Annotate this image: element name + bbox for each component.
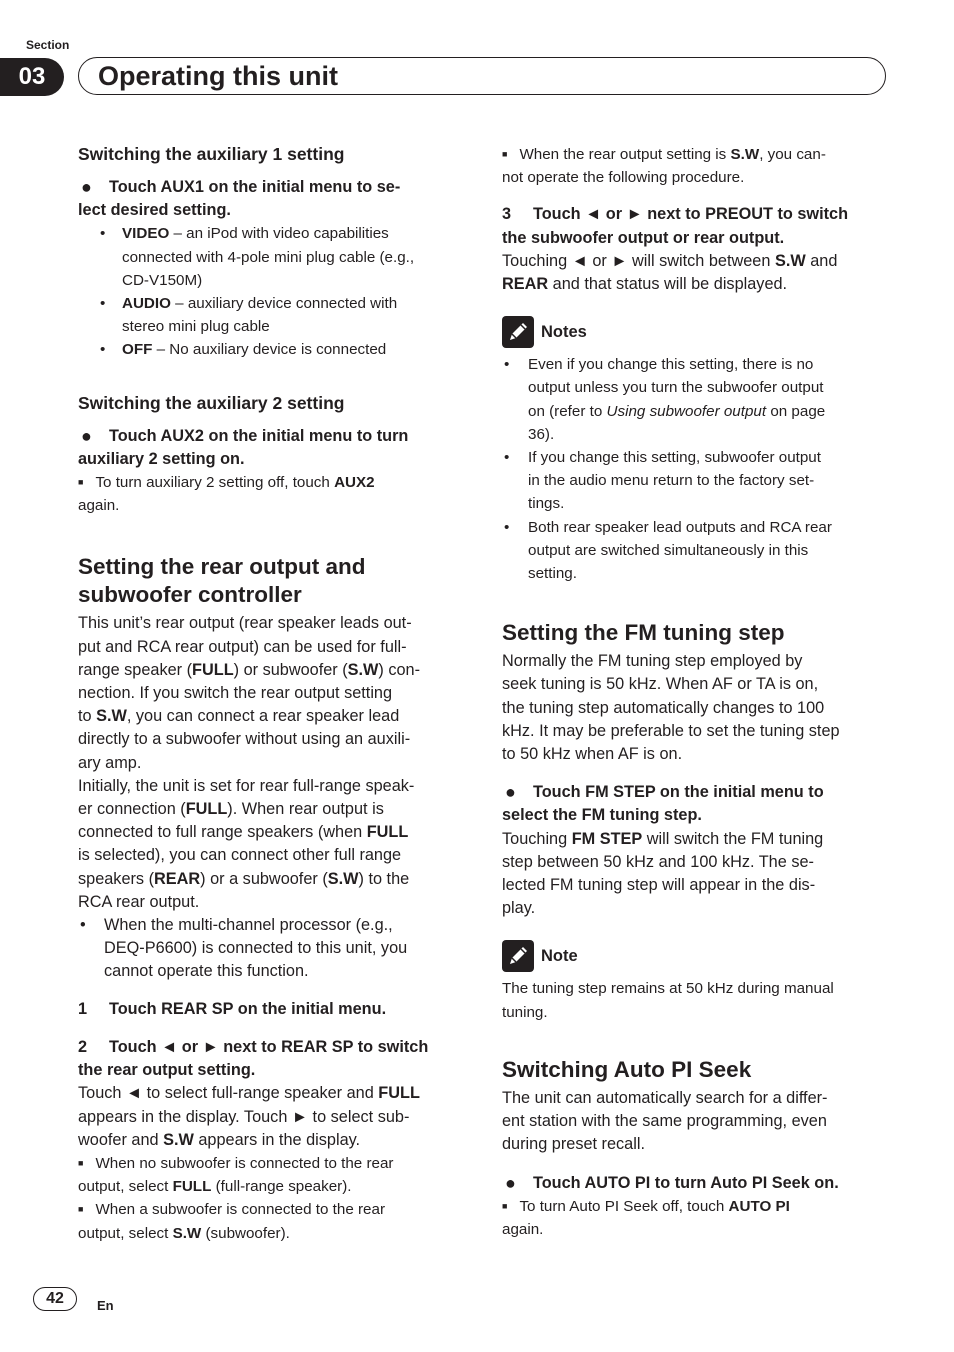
square-bullet-icon: ■ xyxy=(78,1204,84,1215)
step-bullet-icon: ● xyxy=(81,425,92,446)
step-bullet-icon: ● xyxy=(505,1172,516,1193)
note-text: The tuning step remains at 50 kHz during manual tuning. xyxy=(502,980,834,1021)
square-bullet-icon: ■ xyxy=(78,477,84,488)
step-3-body: Touching ◄ or ► will switch between S.W and REAR and that status will be displayed. xyxy=(502,251,838,294)
notes-label: Notes xyxy=(541,322,587,341)
list-item: • OFF – No auxiliary device is connected xyxy=(100,341,387,359)
fm-step-body: Touching FM STEP will switch the FM tuning step between 50 kHz and 100 kHz. The se- lected FM tuning step will appear in the dis- play. xyxy=(502,829,824,918)
aux2-step: ● Touch AUX2 on the initial menu to turn xyxy=(78,425,468,448)
list-item: • AUDIO – auxiliary device connected with stereo mini plug cable xyxy=(100,295,398,336)
notes-list xyxy=(502,353,892,585)
step-1: 1 Touch REAR SP on the initial menu. xyxy=(78,999,387,1018)
language-label: En xyxy=(97,1298,114,1313)
list-item: • Even if you change this setting, there is no output unless you turn the subwoofer output on (refer to Using subwoofer output on page 36). xyxy=(504,356,826,443)
list-item: • When the multi-channel processor (e.g., DEQ-P6600) is connected to this unit, you cannot operate this function. xyxy=(80,916,408,981)
section-number-badge: 03 xyxy=(0,58,64,96)
list-item: • Both rear speaker lead outputs and RCA rear output are switched simultaneously in this setting. xyxy=(504,518,832,583)
pencil-note-icon xyxy=(502,940,534,972)
list-item: • If you change this setting, subwoofer output in the audio menu return to the factory set- tings. xyxy=(504,449,821,513)
aux2-note: ■ To turn auxiliary 2 setting off, touch AUX2 again. xyxy=(78,474,375,515)
pencil-note-icon xyxy=(502,316,534,348)
aux2-heading: Switching the auxiliary 2 setting xyxy=(78,392,345,413)
step-bullet-icon: ● xyxy=(505,782,516,803)
fm-step-heading: Setting the FM tuning step xyxy=(502,620,785,646)
square-bullet-icon: ■ xyxy=(502,149,508,159)
step-3: 3 Touch ◄ or ► next to PREOUT to switch the subwoofer output or rear output. xyxy=(502,205,849,247)
aux1-options-list xyxy=(78,222,468,361)
note-header xyxy=(502,940,892,972)
left-column: Switching the auxiliary 1 setting ● Touch AUX1 on the initial menu to se- lect desired setting. • VIDEO – an iPod with video capabilities connected with 4-pole mini plug cable (e.g., CD-V150M) • AUDIO – auxiliary device connected with stereo mini plug cable • OFF – No auxiliary device is connected Switching the auxiliary 2 setting ● Touch AUX2 on the initial menu to turn auxiliary 2 setting on. ■ To turn auxiliary 2 setting off, touch AUX2 again. Setting the rear output and subwoofer controller This unit’s rear output (rear speaker leads out- put and RCA rear output) can be used for full- range speaker (FULL) or subwoofer (S.W) con- nection. If you switch the rear output setting to S.W, you can connect a rear speaker lead directly to a subwoofer without using an auxili- ary amp. Initially, the unit is set for rear full-range speak- er connection (FULL). When rear output is connected to full range speakers (when FULL is selected), you can connect other full range speakers (REAR) or a subwoofer (S.W) to the RCA rear output. • When the multi-channel processor (e.g., DEQ-P6600) is connected to this unit, you cannot operate this function. 1 Touch REAR SP on the initial menu. 2 Touch ◄ or ► next to REAR SP to switch the rear output setting. Touch ◄ to select full-range speaker and FULL appears in the display. Touch ► to select sub- woofer and S.W appears in the display. ■ When no subwoofer is connected to the rear output, select FULL (full-range speaker). ■ When a subwoofer is connected to the rear output, select S.W (subwoofer). xyxy=(78,143,468,1245)
page-title: Operating this unit xyxy=(98,61,338,91)
page-number: 42 xyxy=(33,1287,77,1311)
fm-step-paragraph: Normally the FM tuning step employed by seek tuning is 50 kHz. When AF or TA is on, the tuning step automatically changes to 100 kHz. It may be preferable to set the tuning step to 50 kHz when AF is on. xyxy=(502,652,840,764)
auto-pi-heading: Switching Auto PI Seek xyxy=(502,1056,752,1082)
aux1-step: ● Touch AUX1 on the initial menu to se- lect desired setting. xyxy=(78,177,401,220)
square-bullet-icon: ■ xyxy=(502,1200,508,1211)
step-2-note-2: ■ When a subwoofer is connected to the rear output, select S.W (subwoofer). xyxy=(78,1201,386,1242)
notes-header xyxy=(502,316,892,348)
rear-output-paragraph-1: This unit’s rear output (rear speaker leads out- put and RCA rear output) can be used for full- range speaker (FULL) or subwoofer (S.W) con- nection. If you switch the rear output setting to S.W, you can connect a rear speaker lead directly to a subwoofer without using an auxili- ary amp. xyxy=(78,614,421,772)
step-2-body: Touch ◄ to select full-range speaker and FULL appears in the display. Touch ► to select sub- woofer and S.W appears in the display. xyxy=(78,1084,420,1149)
list-item: • VIDEO – an iPod with video capabilities connected with 4-pole mini plug cable (e.g., CD-V150M) xyxy=(100,225,415,289)
aux1-heading: Switching the auxiliary 1 setting xyxy=(78,144,345,164)
rear-output-heading: Setting the rear output and subwoofer controller xyxy=(78,554,366,608)
square-bullet-icon: ■ xyxy=(78,1157,84,1168)
top-note: ■ When the rear output setting is S.W, you can- not operate the following procedure. xyxy=(502,146,826,187)
step-bullet-icon: ● xyxy=(81,177,92,197)
right-column: ■ When the rear output setting is S.W, you can- not operate the following procedure. 3 Touch ◄ or ► next to PREOUT to switch the subwoofer output or rear output. Touching ◄ or ► will switch between S.W and REAR and that status will be displayed. Notes • Even if you change this setting, there is no output unless you turn the subwoofer output on (refer to Using subwoofer output on page 36). • If you change this setting, subwoofer output in the audio menu return to the factory set- tings. • Both rear speaker lead outputs and RCA rear output are switched simultaneously in this setting. Setting the FM tuning step Normally the FM tuning step employed by seek tuning is 50 kHz. When AF or TA is on, the tuning step automatically changes to 100 kHz. It may be preferable to set the tuning step to 50 kHz when AF is on. ● Touch FM STEP on the initial menu to select the FM tuning step. Touching FM STEP will switch the FM tuning step between 50 kHz and 100 kHz. The se- lected FM tuning step will appear in the dis- play. Note The tuning step remains at 50 kHz during manual tuning. Switching Auto PI Seek The unit can automatically search for a differ- ent station with the same programming, even during preset recall. ● Touch AUTO PI to turn Auto PI Seek on. ■ To turn Auto PI Seek off, touch AUTO PI again. xyxy=(502,143,892,1241)
step-2-note-1: ■ When no subwoofer is connected to the rear output, select FULL (full-range speaker). xyxy=(78,1154,394,1196)
fm-step-instruction: ● Touch FM STEP on the initial menu to xyxy=(502,781,892,804)
step-2: 2 Touch ◄ or ► next to REAR SP to switch the rear output setting. xyxy=(78,1037,429,1080)
auto-pi-step: ● Touch AUTO PI to turn Auto PI Seek on. xyxy=(502,1172,892,1195)
auto-pi-paragraph: The unit can automatically search for a differ- ent station with the same programming, even during preset recall. xyxy=(502,1088,828,1154)
note-label: Note xyxy=(541,946,578,965)
section-label: Section xyxy=(26,38,70,52)
auto-pi-note: ■ To turn Auto PI Seek off, touch AUTO PI again. xyxy=(502,1197,790,1238)
rear-output-paragraph-2: Initially, the unit is set for rear full-range speak- er connection (FULL). When rear output is connected to full range speakers (when FULL is selected), you can connect other full range speakers (REAR) or a subwoofer (S.W) to the RCA rear output. xyxy=(78,776,415,911)
